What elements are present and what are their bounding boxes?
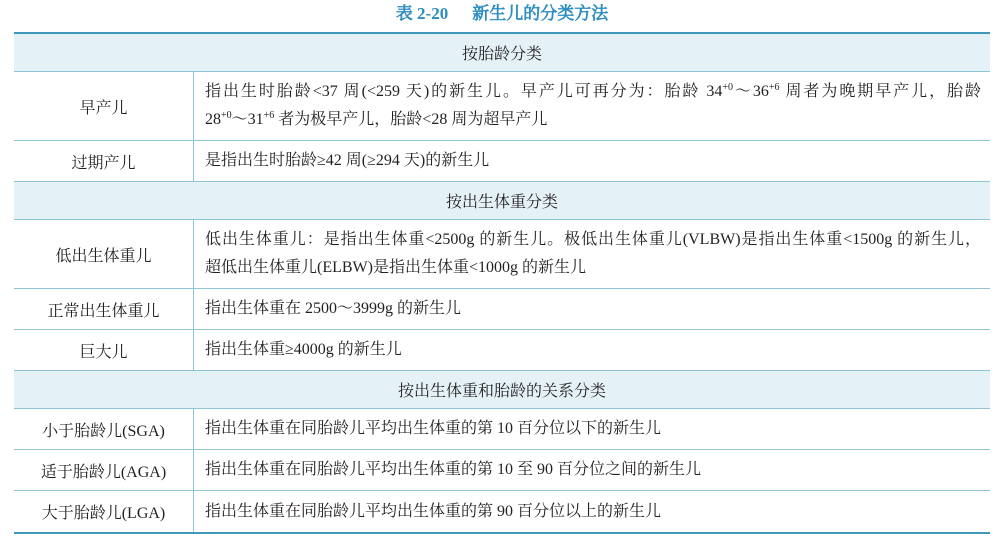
row-label: 巨大儿	[14, 330, 194, 370]
row-description	[194, 330, 990, 370]
row-label: 适于胎龄儿(AGA)	[14, 450, 194, 490]
row-label: 小于胎龄儿(SGA)	[14, 409, 194, 449]
table-number: 表 2-20	[395, 4, 449, 23]
row-description	[194, 141, 990, 181]
text-segment: 28	[205, 111, 221, 128]
row-label: 过期产儿	[14, 141, 194, 181]
description-text: 指出生体重在同胎龄儿平均出生体重的第 10 至 90 百分位之间的新生儿	[205, 461, 702, 478]
superscript: +6	[263, 110, 275, 121]
description-line	[205, 78, 981, 106]
row-description	[194, 491, 990, 532]
description-text: 指出生体重≥4000g 的新生儿	[205, 341, 402, 358]
section-by-birth-weight	[14, 182, 990, 220]
row-aga	[14, 450, 990, 491]
description-text: 指出生体重在 2500～3999g 的新生儿	[205, 300, 462, 317]
text-segment: 指出生时胎龄<37 周(<259 天)的新生儿。早产儿可再分为：胎龄 34	[205, 83, 723, 100]
row-sga	[14, 409, 990, 450]
section-by-weight-age-relation	[14, 371, 990, 409]
description-line	[205, 254, 981, 282]
table-caption	[14, 2, 990, 26]
row-label: 低出生体重儿	[14, 220, 194, 288]
row-preterm	[14, 72, 990, 141]
superscript: +6	[768, 82, 780, 93]
description-text: 是指出生时胎龄≥42 周(≥294 天)的新生儿	[205, 152, 490, 169]
section-heading: 按出生体重和胎龄的关系分类	[397, 383, 606, 400]
row-description	[194, 409, 990, 449]
text-segment: ～31	[231, 111, 264, 128]
description-text: 指出生体重在同胎龄儿平均出生体重的第 10 百分位以下的新生儿	[205, 420, 662, 437]
section-heading: 按出生体重分类	[445, 194, 558, 211]
section-by-gestational-age	[14, 34, 990, 72]
description-line	[205, 106, 981, 134]
text-segment: 周者为晚期早产儿，胎龄	[779, 83, 981, 100]
row-description	[194, 72, 990, 140]
row-description	[194, 450, 990, 490]
row-lga	[14, 491, 990, 532]
text-segment: 低出生体重儿：是指出生体重<2500g 的新生儿。极低出生体重儿(VLBW)是指出生体重<1500g 的新生儿，	[205, 231, 981, 248]
text-segment: 者为极早产儿，胎龄<28 周为超早产儿	[274, 111, 548, 128]
row-post-term	[14, 141, 990, 182]
text-segment: ～36	[732, 83, 769, 100]
row-label: 大于胎龄儿(LGA)	[14, 491, 194, 532]
row-label: 早产儿	[14, 72, 194, 140]
table-title: 新生儿的分类方法	[472, 4, 609, 23]
row-normal-birth-weight	[14, 289, 990, 330]
row-low-birth-weight	[14, 220, 990, 289]
superscript: +0	[221, 110, 232, 121]
row-description	[194, 220, 990, 288]
row-description	[194, 289, 990, 329]
description-text: 指出生体重在同胎龄儿平均出生体重的第 90 百分位以上的新生儿	[205, 502, 662, 520]
description-line	[205, 226, 981, 254]
classification-table	[14, 32, 990, 534]
superscript: +0	[722, 82, 733, 93]
row-macrosomia	[14, 330, 990, 371]
row-label: 正常出生体重儿	[14, 289, 194, 329]
text-segment: 超低出生体重儿(ELBW)是指出生体重<1000g 的新生儿	[205, 259, 587, 276]
section-heading: 按胎龄分类	[461, 46, 542, 63]
